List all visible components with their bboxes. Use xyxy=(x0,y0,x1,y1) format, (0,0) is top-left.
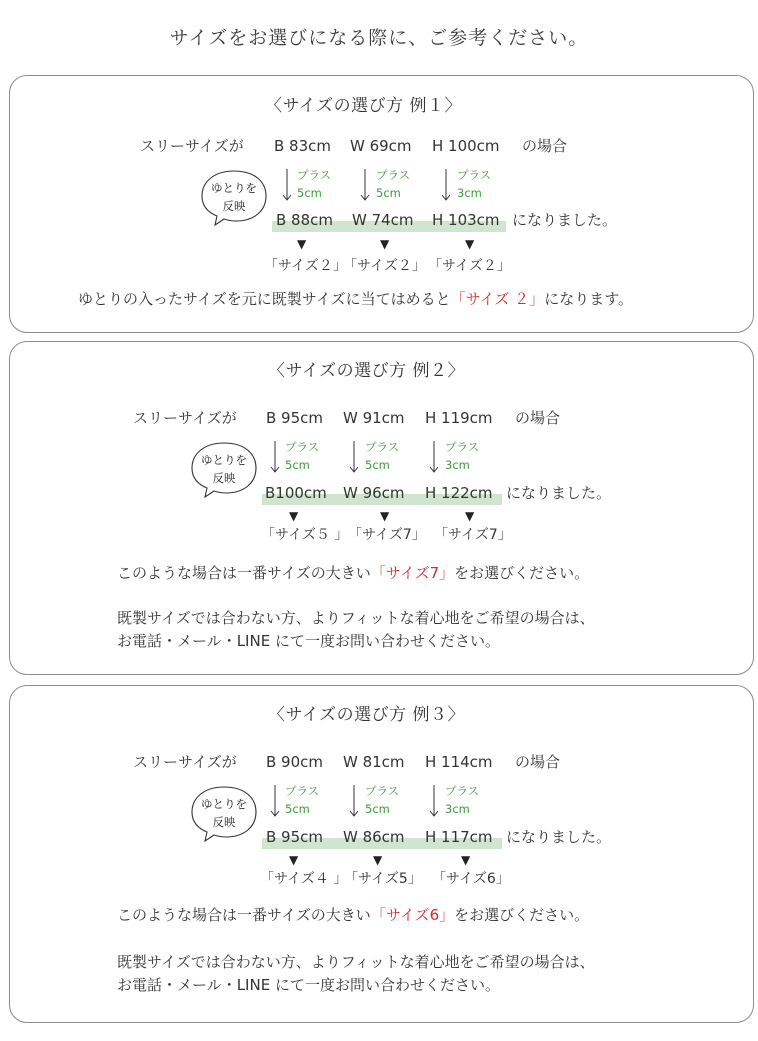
pointer-triangle-icon: ▼ xyxy=(289,509,299,523)
size-result: 「サイズ５ 」 xyxy=(261,527,349,543)
hip-measure: H 100cm xyxy=(432,137,500,155)
result-hip: H 117cm xyxy=(425,828,493,846)
plus-amount: 5cm xyxy=(365,458,390,472)
conclusion-tail: になります。 xyxy=(544,290,633,308)
size-result: 「サイズ２」 xyxy=(428,258,511,274)
down-arrow-icon xyxy=(347,784,361,818)
pointer-triangle-icon: ▼ xyxy=(289,853,299,867)
three-size-prefix: スリーサイズが xyxy=(133,753,237,771)
conclusion-lead: ゆとりの入ったサイズを元に既製サイズに当てはめると xyxy=(78,290,451,308)
example-3-title: 〈サイズの選び方 例３〉 xyxy=(268,705,466,725)
bust-measure: B 90cm xyxy=(266,753,324,771)
pointer-triangle-icon: ▼ xyxy=(297,237,307,251)
conclusion-text xyxy=(117,566,589,581)
pointer-triangle-icon: ▼ xyxy=(380,509,390,523)
recommended-size: 「サイズ7」 xyxy=(370,564,455,582)
down-arrow-icon xyxy=(427,440,441,474)
plus-amount: 3cm xyxy=(445,802,470,816)
case-suffix: の場合 xyxy=(515,753,561,771)
bubble-text-line1: ゆとりを xyxy=(201,797,247,811)
plus-amount: 5cm xyxy=(285,802,310,816)
case-suffix: の場合 xyxy=(522,137,568,155)
bubble-text-line2: 反映 xyxy=(212,815,236,829)
custom-fit-note: 既製サイズでは合わない方、よりフィットな着心地をご希望の場合は、 xyxy=(117,953,595,971)
down-arrow-icon xyxy=(347,440,361,474)
plus-label: プラス xyxy=(285,440,320,454)
result-suffix: になりました。 xyxy=(506,828,612,846)
down-arrow-icon xyxy=(358,168,372,202)
result-hip: H 103cm xyxy=(432,211,500,229)
result-waist: W 74cm xyxy=(352,211,414,229)
plus-label: プラス xyxy=(445,784,480,798)
result-waist: W 86cm xyxy=(343,828,405,846)
conclusion-lead: このような場合は一番サイズの大きい xyxy=(117,906,371,924)
down-arrow-icon xyxy=(268,784,282,818)
contact-note: お電話・メール・LINE にて一度お問い合わせください。 xyxy=(117,976,500,994)
plus-amount: 3cm xyxy=(457,186,482,200)
size-result: 「サイズ２」 xyxy=(264,258,347,274)
page-heading: サイズをお選びになる際に、ご参考ください。 xyxy=(169,27,589,49)
pointer-triangle-icon: ▼ xyxy=(465,237,475,251)
bust-measure: B 95cm xyxy=(266,409,324,427)
contact-note: お電話・メール・LINE にて一度お問い合わせください。 xyxy=(117,632,500,650)
plus-label: プラス xyxy=(285,784,320,798)
recommended-size: 「サイズ ２」 xyxy=(450,290,545,308)
waist-measure: W 69cm xyxy=(350,137,412,155)
bust-measure: B 83cm xyxy=(274,137,332,155)
down-arrow-icon xyxy=(280,168,294,202)
conclusion-text xyxy=(117,908,589,923)
three-size-prefix: スリーサイズが xyxy=(133,409,237,427)
example-2-title: 〈サイズの選び方 例２〉 xyxy=(268,361,466,381)
recommended-size: 「サイズ6」 xyxy=(370,906,455,924)
size-result: 「サイズ２」 xyxy=(343,258,426,274)
waist-measure: W 91cm xyxy=(343,409,405,427)
size-result: 「サイズ４ 」 xyxy=(260,871,348,887)
result-bust: B 95cm xyxy=(266,828,324,846)
custom-fit-note: 既製サイズでは合わない方、よりフィットな着心地をご希望の場合は、 xyxy=(117,609,595,627)
bubble-text-line2: 反映 xyxy=(222,199,246,213)
three-size-prefix: スリーサイズが xyxy=(140,137,244,155)
plus-amount: 5cm xyxy=(365,802,390,816)
example-1-title: 〈サイズの選び方 例１〉 xyxy=(265,96,463,116)
plus-amount: 5cm xyxy=(285,458,310,472)
pointer-triangle-icon: ▼ xyxy=(461,853,471,867)
conclusion-tail: をお選びください。 xyxy=(454,906,590,924)
hip-measure: H 119cm xyxy=(425,409,493,427)
pointer-triangle-icon: ▼ xyxy=(465,509,475,523)
result-bust: B 88cm xyxy=(276,211,334,229)
result-waist: W 96cm xyxy=(343,484,405,502)
plus-label: プラス xyxy=(445,440,480,454)
plus-amount: 5cm xyxy=(376,186,401,200)
case-suffix: の場合 xyxy=(515,409,561,427)
result-suffix: になりました。 xyxy=(506,484,612,502)
bubble-text-line2: 反映 xyxy=(212,471,236,485)
size-result: 「サイズ7」 xyxy=(434,527,512,543)
plus-label: プラス xyxy=(365,440,400,454)
conclusion-text xyxy=(78,292,633,307)
plus-amount: 3cm xyxy=(445,458,470,472)
waist-measure: W 81cm xyxy=(343,753,405,771)
bubble-text-line1: ゆとりを xyxy=(211,181,257,195)
size-result: 「サイズ6」 xyxy=(432,871,510,887)
down-arrow-icon xyxy=(439,168,453,202)
plus-label: プラス xyxy=(365,784,400,798)
bubble-text-line1: ゆとりを xyxy=(201,453,247,467)
size-result: 「サイズ5」 xyxy=(344,871,422,887)
result-hip: H 122cm xyxy=(425,484,493,502)
down-arrow-icon xyxy=(268,440,282,474)
size-result: 「サイズ7」 xyxy=(348,527,426,543)
plus-label: プラス xyxy=(297,168,332,182)
hip-measure: H 114cm xyxy=(425,753,493,771)
result-bust: B100cm xyxy=(265,484,327,502)
conclusion-tail: をお選びください。 xyxy=(454,564,590,582)
pointer-triangle-icon: ▼ xyxy=(380,237,390,251)
plus-amount: 5cm xyxy=(297,186,322,200)
result-suffix: になりました。 xyxy=(512,211,618,229)
pointer-triangle-icon: ▼ xyxy=(373,853,383,867)
plus-label: プラス xyxy=(376,168,411,182)
down-arrow-icon xyxy=(427,784,441,818)
conclusion-lead: このような場合は一番サイズの大きい xyxy=(117,564,371,582)
plus-label: プラス xyxy=(457,168,492,182)
